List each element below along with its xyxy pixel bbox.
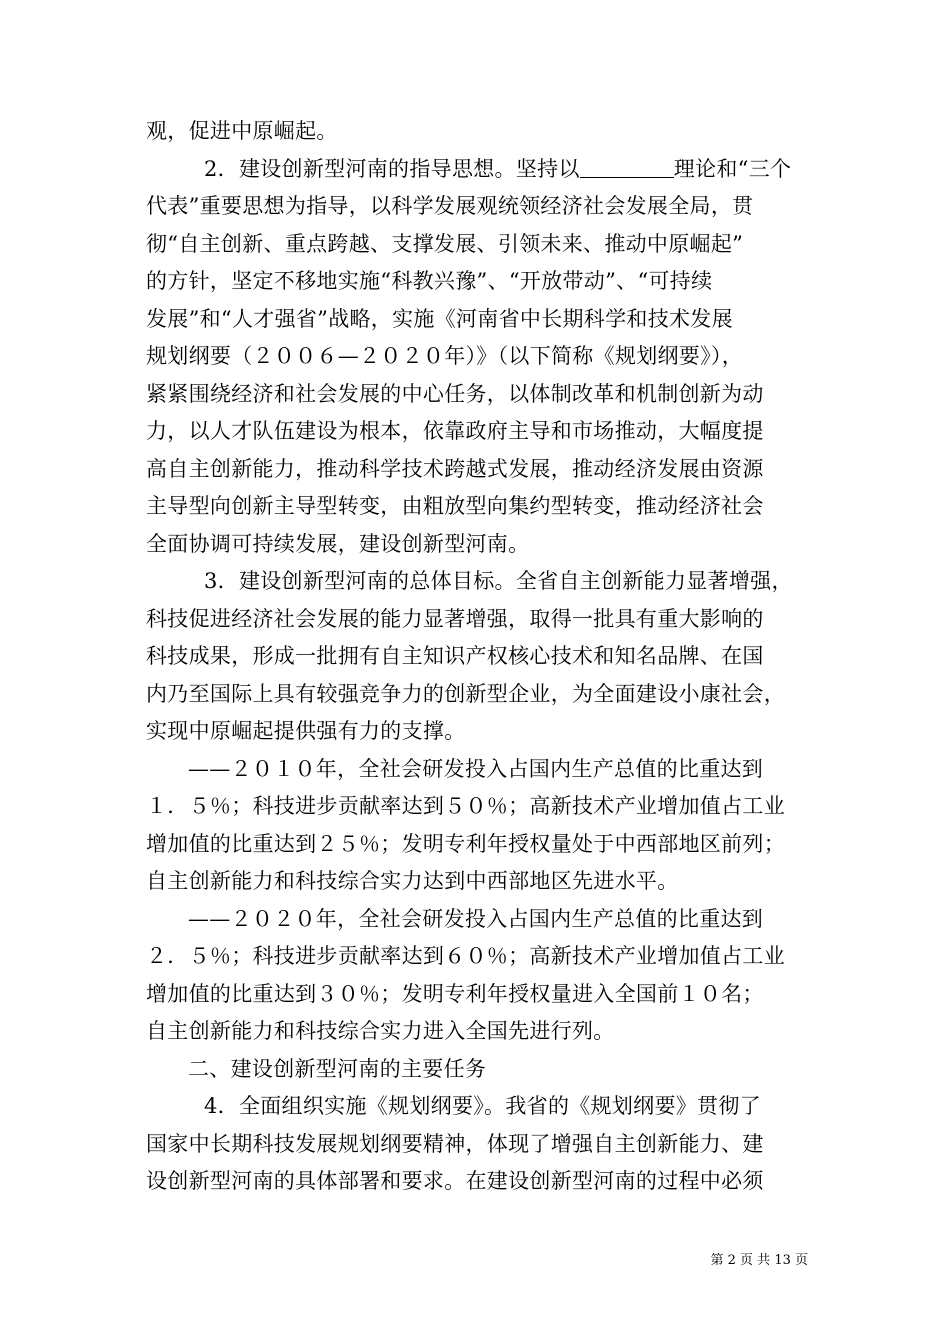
text-line: ——２０１０年，全社会研发投入占国内生产总值的比重达到 <box>188 756 764 781</box>
text-line: 的方针，坚定不移地实施“科教兴豫”、“开放带动”、“可持续 <box>146 269 713 293</box>
text-line: 设创新型河南的具体部署和要求。在建设创新型河南的过程中必须 <box>146 1169 764 1193</box>
text-line: 4．全面组织实施《规划纲要》。我省的《规划纲要》贯彻了 <box>204 1094 761 1118</box>
text-line: 实现中原崛起提供强有力的支撑。 <box>146 719 466 743</box>
text-line: 力，以人才队伍建设为根本，依靠政府主导和市场推动，大幅度提 <box>146 419 764 443</box>
text-line: 国家中长期科技发展规划纲要精神，体现了增强自主创新能力、建 <box>146 1131 764 1156</box>
text-line: 紧紧围绕经济和社会发展的中心任务，以体制改革和机制创新为动 <box>146 381 764 406</box>
text-line: 全面协调可持续发展，建设创新型河南。 <box>146 531 530 556</box>
text-line: 科技促进经济社会发展的能力显著增强，取得一批具有重大影响的 <box>146 606 764 631</box>
text-line: 科技成果，形成一批拥有自主知识产权核心技术和知名品牌、在国 <box>146 644 764 668</box>
text-line: 规划纲要（２００６—２０２０年）》（以下简称《规划纲要》）， <box>146 344 743 368</box>
text-line: 增加值的比重达到３０％；发明专利年授权量进入全国前１０名； <box>146 981 764 1006</box>
text-line: 主导型向创新主导型转变，由粗放型向集约型转变，推动经济社会 <box>146 494 764 518</box>
text-line: 高自主创新能力，推动科学技术跨越式发展，推动经济发展由资源 <box>146 456 764 481</box>
text-line: １．５％；科技进步贡献率达到５０％；高新技术产业增加值占工业 <box>146 794 785 818</box>
text-line: 二、建设创新型河南的主要任务 <box>188 1056 487 1081</box>
text-line: 代表”重要思想为指导，以科学发展观统领经济社会发展全局，贯 <box>146 194 754 218</box>
text-line: 内乃至国际上具有较强竞争力的创新型企业，为全面建设小康社会， <box>146 681 785 706</box>
fill-in-blank <box>580 155 674 178</box>
text-line: 彻“自主创新、重点跨越、支撑发展、引领未来、推动中原崛起” <box>146 231 744 256</box>
body-text <box>146 113 810 1201</box>
page-footer: 第 2 页 共 13 页 <box>710 1253 808 1268</box>
text-line: 3．建设创新型河南的总体目标。全省自主创新能力显著增强， <box>204 569 793 593</box>
text-line: ——２０２０年，全社会研发投入占国内生产总值的比重达到 <box>188 906 764 931</box>
text-line: ２．５％；科技进步贡献率达到６０％；高新技术产业增加值占工业 <box>146 944 785 968</box>
text-line: 2．建设创新型河南的指导思想。坚持以 理论和“三个 <box>204 156 792 181</box>
text-line: 自主创新能力和科技综合实力进入全国先进行列。 <box>146 1019 615 1043</box>
text-line: 自主创新能力和科技综合实力达到中西部地区先进水平。 <box>146 869 679 893</box>
text-line: 增加值的比重达到２５％；发明专利年授权量处于中西部地区前列； <box>146 831 785 856</box>
text-line: 发展”和“人才强省”战略，实施《河南省中长期科学和技术发展 <box>146 306 733 331</box>
text-line: 观，促进中原崛起。 <box>146 119 338 143</box>
